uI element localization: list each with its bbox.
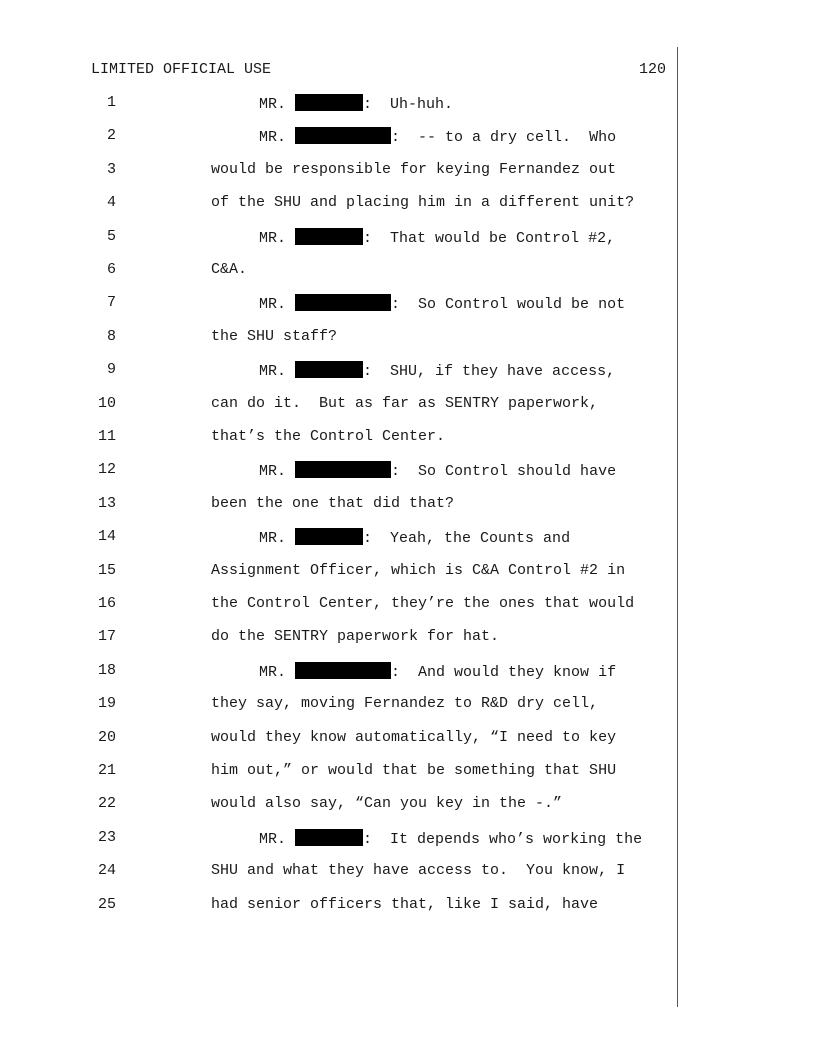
transcript-line xyxy=(0,829,816,851)
speaker-prefix: MR. xyxy=(259,363,287,380)
transcript-line xyxy=(0,695,816,717)
speech-text: : SHU, if they have access, xyxy=(363,363,616,380)
speaker-line-text xyxy=(259,829,642,848)
continuation-line-text: Assignment Officer, which is C&A Control #2 in xyxy=(211,562,626,579)
line-number: 22 xyxy=(97,795,116,812)
redaction-box xyxy=(295,127,391,144)
line-number: 14 xyxy=(97,528,116,545)
speaker-line-text xyxy=(259,228,615,247)
line-number: 9 xyxy=(106,361,116,378)
speaker-prefix: MR. xyxy=(259,530,287,547)
transcript-line xyxy=(0,495,816,517)
line-number: 10 xyxy=(97,395,116,412)
line-number: 1 xyxy=(106,94,116,111)
continuation-line-text: C&A. xyxy=(211,261,248,278)
continuation-line-text: him out,” or would that be something that SHU xyxy=(211,762,617,779)
transcript-line xyxy=(0,896,816,918)
transcript-line xyxy=(0,862,816,884)
speech-text: : It depends who’s working the xyxy=(363,831,643,848)
page-number: 120 xyxy=(638,61,666,78)
speaker-line-text xyxy=(259,528,570,547)
line-number: 13 xyxy=(97,495,116,512)
speech-text: : Uh-huh. xyxy=(363,96,454,113)
line-number: 11 xyxy=(97,428,116,445)
continuation-line-text: the Control Center, they’re the ones that would xyxy=(211,595,635,612)
transcript-line xyxy=(0,294,816,316)
continuation-line-text: can do it. But as far as SENTRY paperwork, xyxy=(211,395,599,412)
classification-header: LIMITED OFFICIAL USE xyxy=(91,61,272,78)
speech-text: : So Control would be not xyxy=(391,296,626,313)
line-number: 6 xyxy=(106,261,116,278)
speaker-line-text xyxy=(259,94,453,113)
continuation-line-text: been the one that did that? xyxy=(211,495,455,512)
transcript-line xyxy=(0,428,816,450)
speaker-line-text xyxy=(259,361,615,380)
continuation-line-text: had senior officers that, like I said, have xyxy=(211,896,599,913)
line-number: 16 xyxy=(97,595,116,612)
redaction-box xyxy=(295,228,363,245)
line-number: 2 xyxy=(106,127,116,144)
transcript-line xyxy=(0,194,816,216)
continuation-line-text: SHU and what they have access to. You know, I xyxy=(211,862,626,879)
transcript-line xyxy=(0,361,816,383)
continuation-line-text: they say, moving Fernandez to R&D dry cell, xyxy=(211,695,599,712)
redaction-box xyxy=(295,829,363,846)
transcript-line xyxy=(0,395,816,417)
line-number: 15 xyxy=(97,562,116,579)
line-number: 18 xyxy=(97,662,116,679)
transcript-line xyxy=(0,562,816,584)
redaction-box xyxy=(295,294,391,311)
speaker-prefix: MR. xyxy=(259,296,287,313)
transcript-line xyxy=(0,161,816,183)
continuation-line-text: of the SHU and placing him in a different unit? xyxy=(211,194,635,211)
speech-text: : That would be Control #2, xyxy=(363,230,616,247)
redaction-box xyxy=(295,361,363,378)
transcript-line xyxy=(0,261,816,283)
speaker-line-text xyxy=(259,127,616,146)
line-number: 23 xyxy=(97,829,116,846)
line-number: 12 xyxy=(97,461,116,478)
continuation-line-text: the SHU staff? xyxy=(211,328,338,345)
speaker-prefix: MR. xyxy=(259,831,287,848)
line-number: 8 xyxy=(106,328,116,345)
line-number: 4 xyxy=(106,194,116,211)
speaker-line-text xyxy=(259,461,616,480)
transcript-line xyxy=(0,628,816,650)
line-number: 19 xyxy=(97,695,116,712)
transcript-line xyxy=(0,228,816,250)
speaker-prefix: MR. xyxy=(259,664,287,681)
speaker-line-text xyxy=(259,662,616,681)
line-number: 21 xyxy=(97,762,116,779)
transcript-line xyxy=(0,662,816,684)
speaker-prefix: MR. xyxy=(259,230,287,247)
speaker-prefix: MR. xyxy=(259,463,287,480)
speaker-prefix: MR. xyxy=(259,96,287,113)
line-number: 20 xyxy=(97,729,116,746)
transcript-line xyxy=(0,729,816,751)
line-number: 17 xyxy=(97,628,116,645)
speech-text: : So Control should have xyxy=(391,463,617,480)
redaction-box xyxy=(295,528,363,545)
redaction-box xyxy=(295,94,363,111)
continuation-line-text: that’s the Control Center. xyxy=(211,428,446,445)
line-number: 25 xyxy=(97,896,116,913)
line-number: 24 xyxy=(97,862,116,879)
redaction-box xyxy=(295,461,391,478)
transcript-line xyxy=(0,94,816,116)
transcript-line xyxy=(0,127,816,149)
continuation-line-text: do the SENTRY paperwork for hat. xyxy=(211,628,500,645)
continuation-line-text: would they know automatically, “I need to key xyxy=(211,729,617,746)
continuation-line-text: would also say, “Can you key in the -.” xyxy=(211,795,563,812)
speaker-prefix: MR. xyxy=(259,129,287,146)
line-number: 5 xyxy=(106,228,116,245)
transcript-line xyxy=(0,328,816,350)
speech-text: : Yeah, the Counts and xyxy=(363,530,571,547)
transcript-line xyxy=(0,795,816,817)
line-number: 3 xyxy=(106,161,116,178)
transcript-line xyxy=(0,762,816,784)
continuation-line-text: would be responsible for keying Fernandez out xyxy=(211,161,617,178)
transcript-line xyxy=(0,595,816,617)
line-number: 7 xyxy=(106,294,116,311)
transcript-line xyxy=(0,461,816,483)
speech-text: : -- to a dry cell. Who xyxy=(391,129,617,146)
speaker-line-text xyxy=(259,294,625,313)
transcript-line xyxy=(0,528,816,550)
speech-text: : And would they know if xyxy=(391,664,617,681)
redaction-box xyxy=(295,662,391,679)
